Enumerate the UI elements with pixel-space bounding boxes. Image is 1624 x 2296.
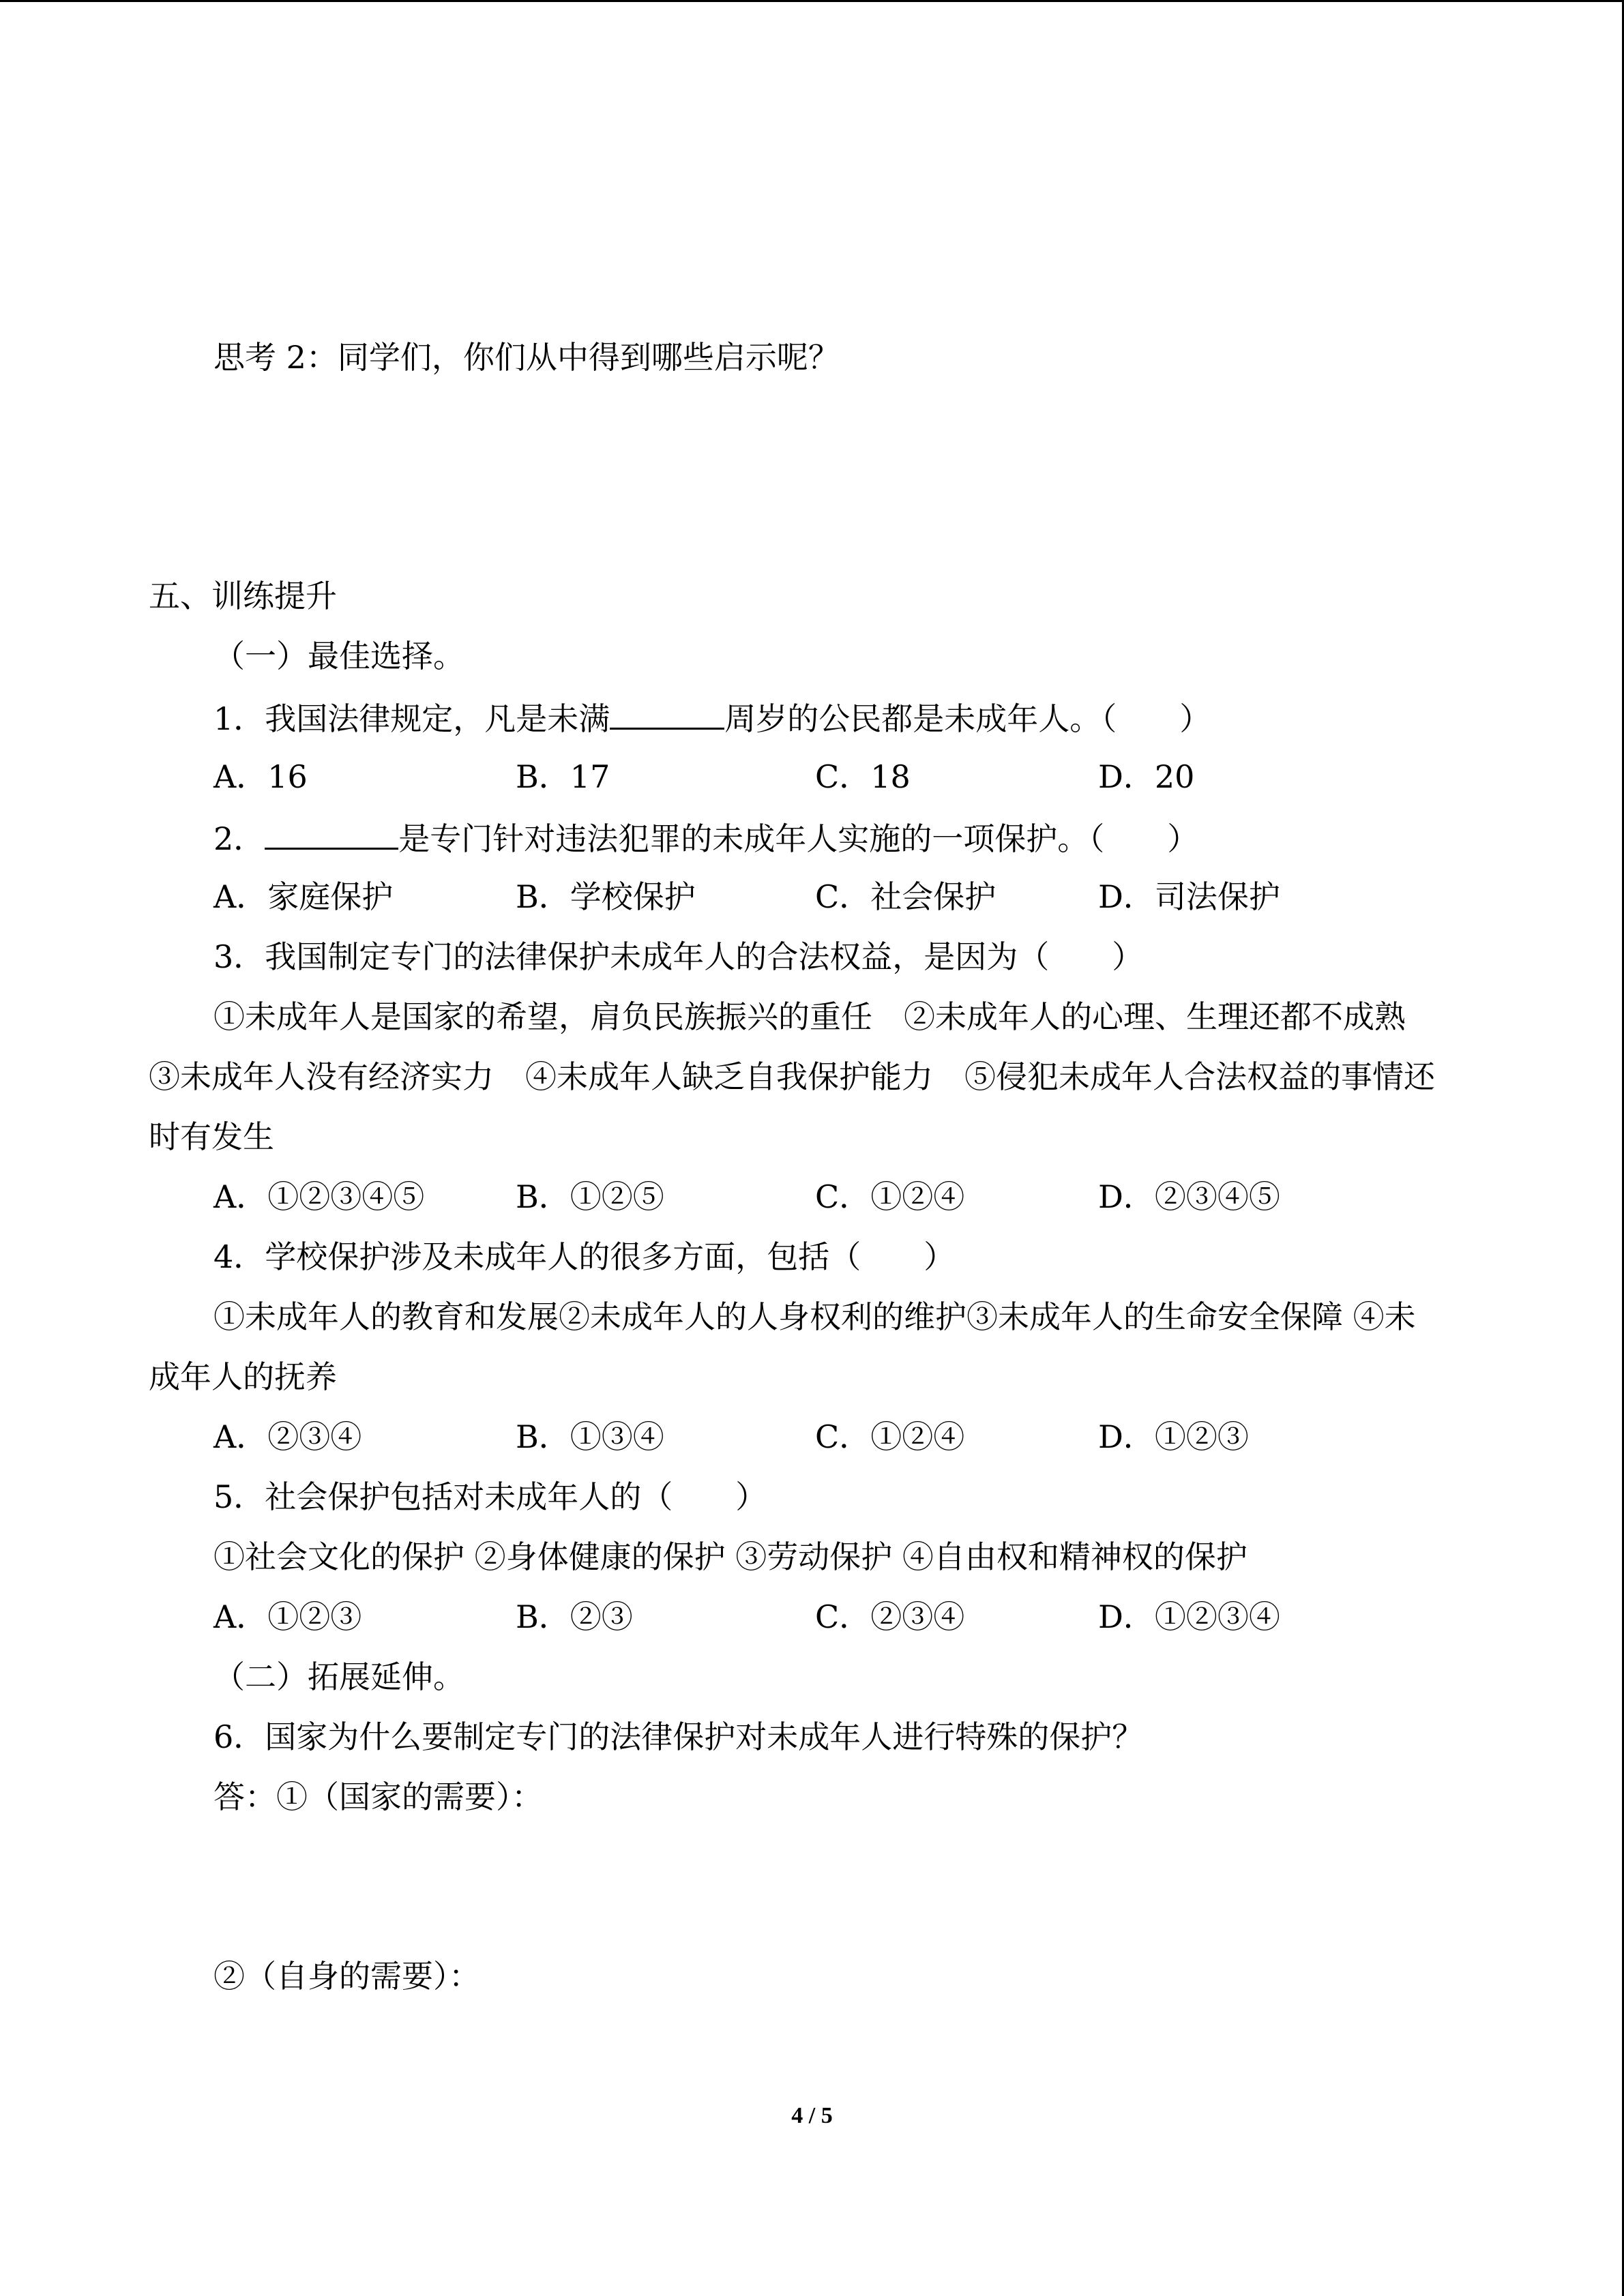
q1-suffix: 周岁的公民都是未成年人。（ ）: [724, 700, 1211, 737]
q1-prefix: 1．我国法律规定，凡是未满: [213, 700, 610, 737]
q5-statements-line1: ①社会文化的保护 ②身体健康的保护 ③劳动保护 ④自由权和精神权的保护: [213, 1538, 1247, 1575]
q6-stem: 6．国家为什么要制定专门的法律保护对未成年人进行特殊的保护？: [213, 1718, 1144, 1755]
page-number: 4 / 5: [791, 2103, 833, 2128]
q3-option-d: D．②③④⑤: [1098, 1178, 1280, 1215]
q2-blank[interactable]: [265, 816, 398, 850]
q2-option-c: C．社会保护: [815, 878, 996, 915]
q4-stem: 4．学校保护涉及未成年人的很多方面，包括（ ）: [213, 1238, 956, 1275]
q6-answer-national-need: 答：①（国家的需要）：: [213, 1778, 543, 1815]
q4-statements-line1: ①未成年人的教育和发展②未成年人的人身权利的维护③未成年人的生命安全保障 ④未: [213, 1298, 1416, 1335]
think2-question: 思考 2：同学们，你们从中得到哪些启示呢？: [213, 339, 840, 376]
q3-stem: 3．我国制定专门的法律保护未成年人的合法权益，是因为（ ）: [213, 938, 1144, 975]
q5-option-d: D．①②③④: [1098, 1598, 1280, 1635]
q6-answer-self-need: ②（自身的需要）：: [213, 1958, 480, 1995]
q5-option-b: B．②③: [516, 1598, 633, 1635]
q1-option-b: B．17: [516, 758, 610, 795]
q4-option-d: D．①②③: [1098, 1418, 1249, 1455]
q4-statements-line2: 成年人的抚养: [149, 1358, 337, 1395]
q3-option-c: C．①②④: [815, 1178, 965, 1215]
q1-option-c: C．18: [815, 758, 911, 795]
q1-option-a: A．16: [213, 758, 308, 795]
q5-option-c: C．②③④: [815, 1598, 965, 1635]
q3-option-a: A．①②③④⑤: [213, 1178, 425, 1215]
q1-blank[interactable]: [610, 696, 724, 730]
q2-stem: [213, 816, 1198, 859]
q1-option-d: D．20: [1098, 758, 1195, 795]
q2-option-a: A．家庭保护: [213, 878, 394, 915]
q3-statements-line3: 时有发生: [149, 1118, 274, 1155]
q4-option-a: A．②③④: [213, 1418, 362, 1455]
q5-stem: 5．社会保护包括对未成年人的（ ）: [213, 1478, 767, 1515]
part1-title: （一）最佳选择。: [213, 638, 464, 674]
q2-option-b: B．学校保护: [516, 878, 696, 915]
section5-title: 五、训练提升: [149, 578, 337, 614]
q2-suffix: 是专门针对违法犯罪的未成年人实施的一项保护。（ ）: [398, 820, 1199, 857]
part2-title: （二）拓展延伸。: [213, 1658, 464, 1695]
q1-stem: [213, 696, 1211, 739]
q5-option-a: A．①②③: [213, 1598, 362, 1635]
q4-option-b: B．①③④: [516, 1418, 664, 1455]
q3-statements-line1: ①未成年人是国家的希望，肩负民族振兴的重任 ②未成年人的心理、生理还都不成熟: [213, 998, 1406, 1035]
q4-option-c: C．①②④: [815, 1418, 965, 1455]
q2-option-d: D．司法保护: [1098, 878, 1280, 915]
page-top-border: [0, 0, 1624, 2]
q2-prefix: 2．: [213, 820, 265, 857]
q3-statements-line2: ③未成年人没有经济实力 ④未成年人缺乏自我保护能力 ⑤侵犯未成年人合法权益的事情还: [149, 1058, 1435, 1095]
q3-option-b: B．①②⑤: [516, 1178, 664, 1215]
